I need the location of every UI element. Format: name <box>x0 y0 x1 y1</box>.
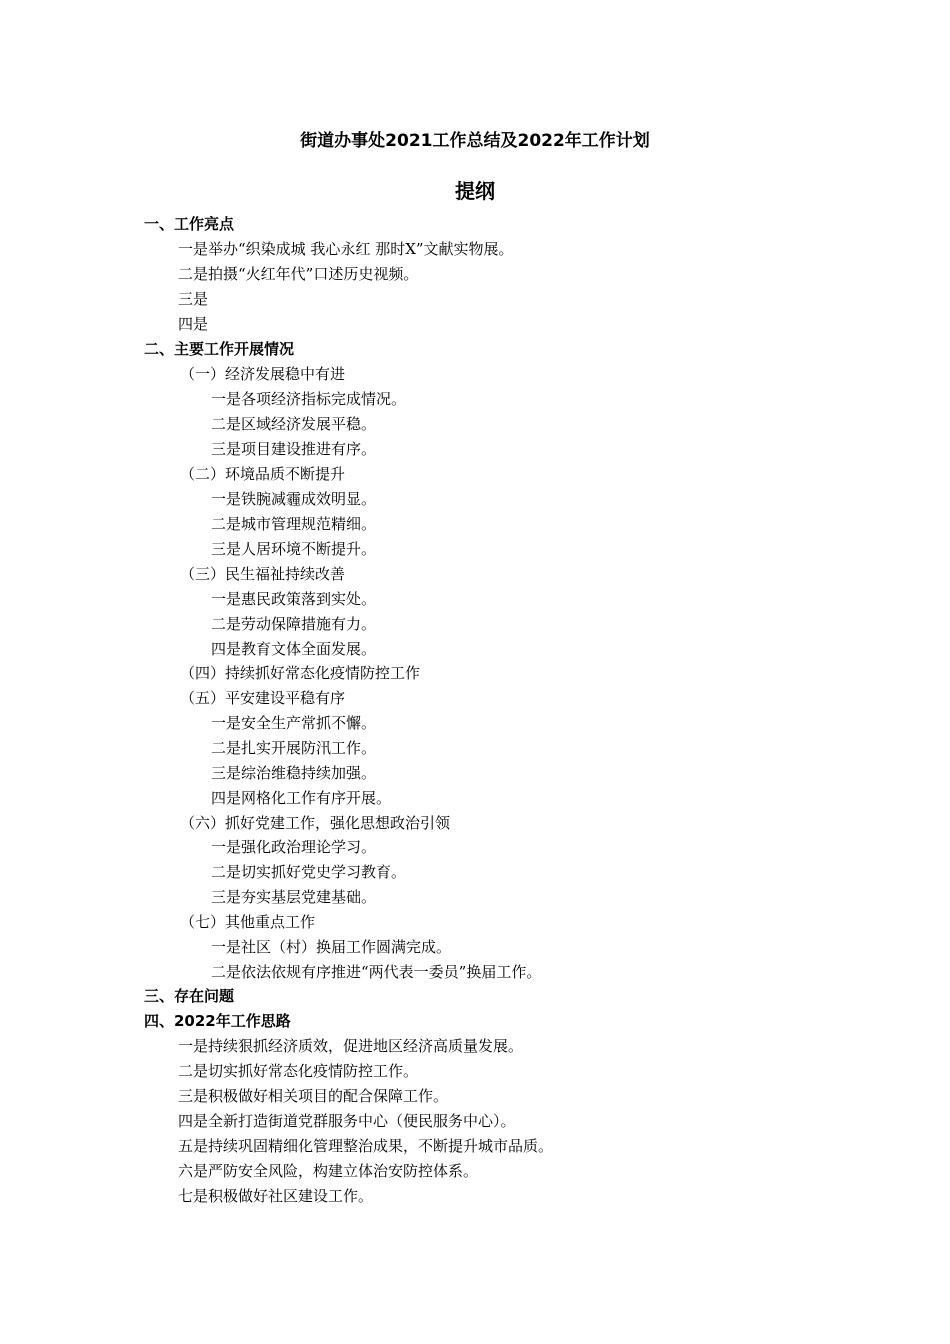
list-item: 四是网格化工作有序开展。 <box>211 789 392 807</box>
subsection-heading: （四）持续抓好常态化疫情防控工作 <box>180 664 421 682</box>
list-item: 二是切实抓好常态化疫情防控工作。 <box>178 1062 419 1080</box>
list-item: 三是综治维稳持续加强。 <box>211 764 377 782</box>
list-item: 三是夯实基层党建基础。 <box>211 888 377 906</box>
list-item: 一是各项经济指标完成情况。 <box>211 390 407 408</box>
list-item: 二是区域经济发展平稳。 <box>211 415 377 433</box>
list-item: 七是积极做好社区建设工作。 <box>178 1187 374 1205</box>
subsection-heading: （三）民生福祉持续改善 <box>180 565 346 583</box>
list-item: 二是切实抓好党史学习教育。 <box>211 863 407 881</box>
list-item: 二是城市管理规范精细。 <box>211 515 377 533</box>
list-item: 一是持续狠抓经济质效，促进地区经济高质量发展。 <box>178 1037 524 1055</box>
list-item: 二是劳动保障措施有力。 <box>211 615 377 633</box>
document-title: 街道办事处2021工作总结及2022年工作计划 <box>300 131 650 151</box>
list-item: 二是扎实开展防汛工作。 <box>211 739 377 757</box>
list-item: 一是社区（村）换届工作圆满完成。 <box>211 938 452 956</box>
section-heading: 三、存在问题 <box>144 987 235 1005</box>
list-item: 三是人居环境不断提升。 <box>211 540 377 558</box>
subsection-heading: （二）环境品质不断提升 <box>180 465 346 483</box>
subsection-heading: （一）经济发展稳中有进 <box>180 365 346 383</box>
document-subtitle: 提纲 <box>455 179 495 203</box>
list-item: 二是依法依规有序推进“两代表一委员”换届工作。 <box>211 963 542 981</box>
subsection-heading: （五）平安建设平稳有序 <box>180 689 346 707</box>
list-item: 一是举办“织染成城 我心永红 那时X”文献实物展。 <box>178 240 514 258</box>
list-item: 一是惠民政策落到实处。 <box>211 590 377 608</box>
list-item: 三是项目建设推进有序。 <box>211 440 377 458</box>
list-item: 三是积极做好相关项目的配合保障工作。 <box>178 1087 449 1105</box>
list-item: 四是 <box>178 315 209 333</box>
list-item: 四是教育文体全面发展。 <box>211 640 377 658</box>
section-heading: 一、工作亮点 <box>144 215 235 233</box>
subsection-heading: （七）其他重点工作 <box>180 913 316 931</box>
list-item: 二是拍摄“火红年代”口述历史视频。 <box>178 265 419 283</box>
list-item: 四是全新打造街道党群服务中心（便民服务中心）。 <box>178 1112 516 1130</box>
subsection-heading: （六）抓好党建工作，强化思想政治引领 <box>180 814 451 832</box>
list-item: 六是严防安全风险，构建立体治安防控体系。 <box>178 1162 479 1180</box>
list-item: 一是铁腕减霾成效明显。 <box>211 490 377 508</box>
section-heading: 四、2022年工作思路 <box>144 1012 291 1030</box>
list-item: 一是强化政治理论学习。 <box>211 838 377 856</box>
list-item: 三是 <box>178 290 209 308</box>
list-item: 一是安全生产常抓不懈。 <box>211 714 377 732</box>
list-item: 五是持续巩固精细化管理整治成果，不断提升城市品质。 <box>178 1137 554 1155</box>
section-heading: 二、主要工作开展情况 <box>144 340 295 358</box>
